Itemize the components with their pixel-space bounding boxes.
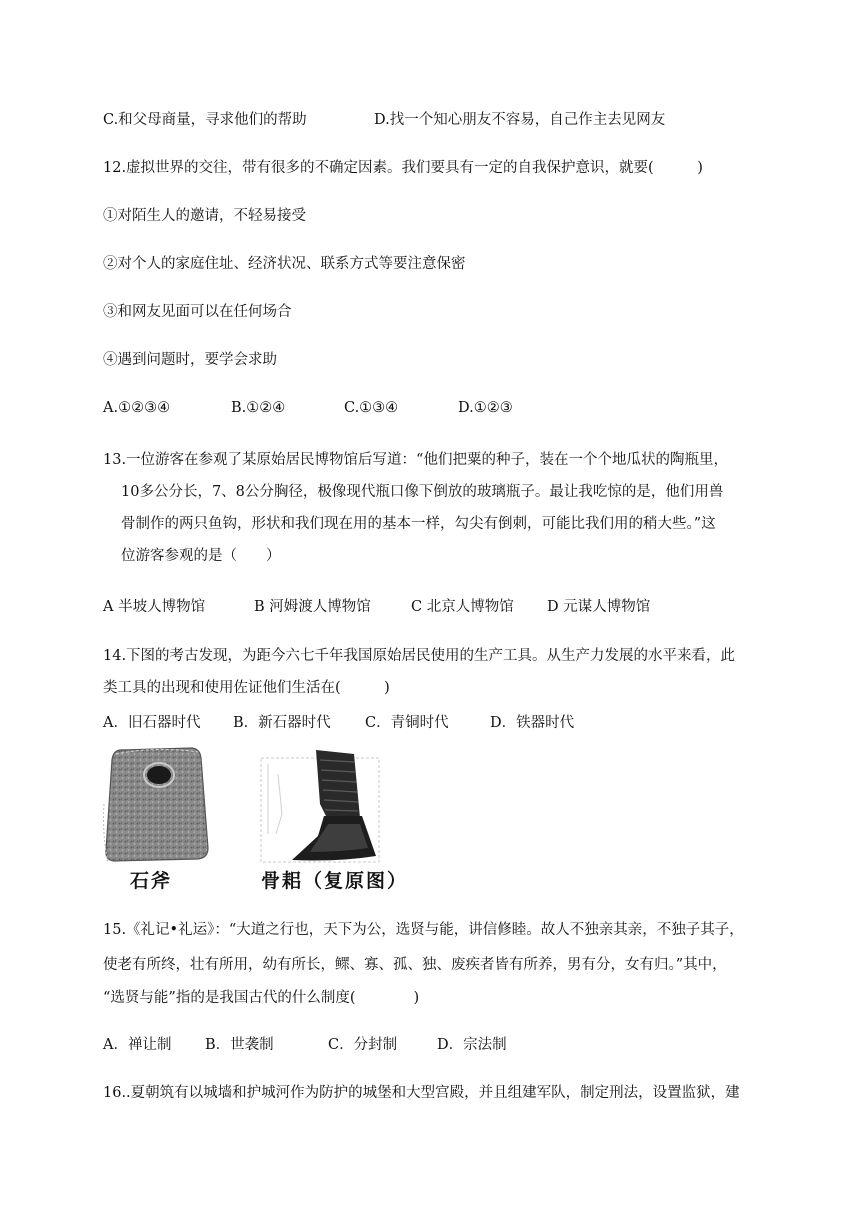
q15-stem-line: “选贤与能”指的是我国古代的什么制度( ) [103,990,420,1006]
q12-item: ④遇到问题时，要学会求助 [103,352,277,368]
q12-option-d: D.①②③ [458,400,513,416]
q15-option-b: B．世袭制 [205,1037,274,1053]
q14-option-c: C．青铜时代 [365,715,449,731]
bone-spade-image [258,744,386,866]
q12-item: ②对个人的家庭住址、经济状况、联系方式等要注意保密 [103,256,466,272]
q14-stem-line: 类工具的出现和使用佐证他们生活在( ) [103,680,390,696]
q14-option-a: A．旧石器时代 [103,715,201,731]
q13-option-d: D 元谋人博物馆 [547,599,651,615]
q12-item: ③和网友见面可以在任何场合 [103,304,292,320]
q14-option-d: D．铁器时代 [490,715,575,731]
q13-stem-line: 13.一位游客在参观了某原始居民博物馆后写道：“他们把粟的种子，装在一个个地瓜状的陶瓶里， [103,452,728,468]
q13-stem-line: 位游客参观的是（ ） [121,548,281,564]
q15-option-c: C．分封制 [328,1037,398,1053]
q12-stem: 12.虚拟世界的交往，带有很多的不确定因素。我们要具有一定的自我保护意识，就要( ) [103,160,703,176]
q12-option-b: B.①②④ [231,400,286,416]
q15-stem-line: 使老有所终，壮有所用，幼有所长，鳏、寡、孤、独、废疾者皆有所养，男有分，女有归。”其中， [103,957,727,973]
stone-axe-caption: 石斧 [130,870,173,892]
q13-option-c: C 北京人博物馆 [411,599,514,615]
bone-spade-caption: 骨耜（复原图） [261,870,409,892]
q16-stem-line: 16..夏朝筑有以城墙和护城河作为防护的城堡和大型宫殿，并且组建军队，制定刑法，设置监狱，建 [103,1085,740,1101]
stone-axe-image [100,744,215,866]
q11-option-d: D.找一个知心朋友不容易，自己作主去见网友 [374,112,666,128]
q13-stem-line: 骨制作的两只鱼钩，形状和我们现在用的基本一样，勾尖有倒刺，可能比我们用的稍大些。”这 [121,516,716,532]
q13-stem-line: 10多公分长，7、8公分胸径，极像现代瓶口像下倒放的玻璃瓶子。最让我吃惊的是，他们用兽 [121,484,724,500]
q13-option-b: B 河姆渡人博物馆 [254,599,371,615]
q14-stem-line: 14.下图的考古发现，为距今六七千年我国原始居民使用的生产工具。从生产力发展的水平来看，此 [103,648,736,664]
q14-option-b: B．新石器时代 [233,715,331,731]
q12-option-a: A.①②③④ [103,400,171,416]
q12-item: ①对陌生人的邀请，不轻易接受 [103,208,306,224]
q15-stem-line: 15.《礼记•礼运》：“大道之行也，天下为公，选贤与能，讲信修睦。故人不独亲其亲，不独子其子， [103,922,744,938]
q12-option-c: C.①③④ [344,400,399,416]
q15-option-a: A．禅让制 [103,1037,172,1053]
q11-option-c: C.和父母商量，寻求他们的帮助 [103,112,307,128]
q13-option-a: A 半坡人博物馆 [103,599,206,615]
q15-option-d: D．宗法制 [437,1037,507,1053]
